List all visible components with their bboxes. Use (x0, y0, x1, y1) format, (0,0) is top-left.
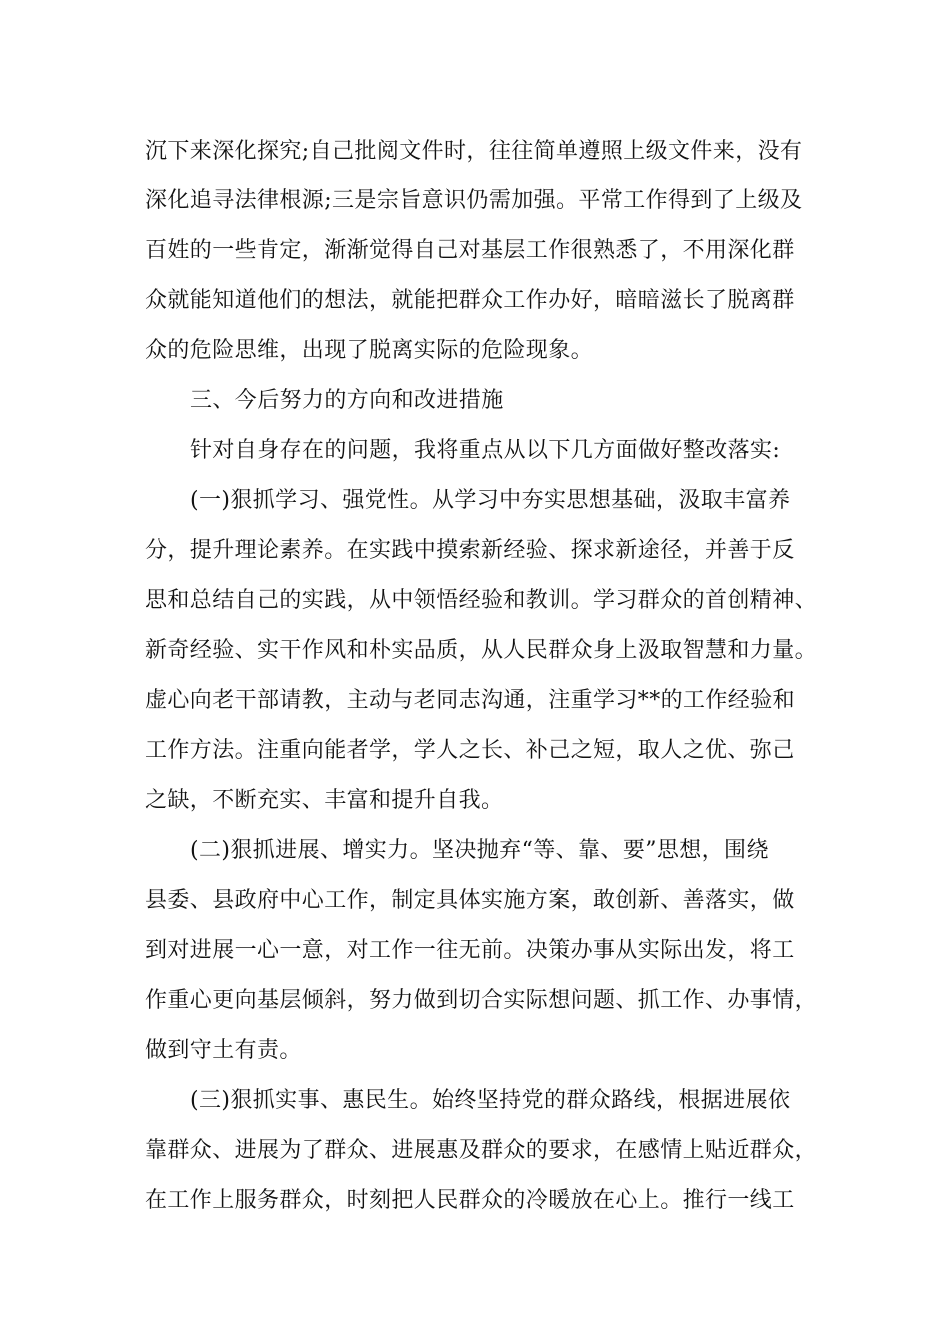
text-line: 之缺，不断充实、丰富和提升自我。 (145, 788, 504, 813)
text-line: 针对自身存在的问题，我将重点从以下几方面做好整改落实: (190, 438, 781, 463)
text-line: 靠群众、进展为了群众、进展惠及群众的要求，在感情上贴近群众， (145, 1138, 818, 1163)
text-line: 沉下来深化探究;自己批阅文件时，往往简单遵照上级文件来，没有 (145, 139, 803, 164)
text-line: 到对进展一心一意，对工作一往无前。决策办事从实际出发，将工 (145, 938, 795, 963)
section-heading: 三、今后努力的方向和改进措施 (190, 388, 504, 413)
paragraph-start: (二)狠抓进展、增实力。坚决抛弃“等、靠、要”思想，围绕 (190, 838, 769, 863)
text-line: 新奇经验、实干作风和朴实品质，从人民群众身上汲取智慧和力量。 (145, 638, 818, 663)
text-line: 百姓的一些肯定，渐渐觉得自己对基层工作很熟悉了，不用深化群 (145, 238, 795, 263)
text-line: 做到守土有责。 (145, 1038, 302, 1063)
text-line: 分，提升理论素养。在实践中摸索新经验、探求新途径，并善于反 (145, 538, 795, 563)
text-line: 工作方法。注重向能者学，学人之长、补己之短，取人之优、弥己 (145, 738, 795, 763)
text-line: 众就能知道他们的想法，就能把群众工作办好，暗暗滋长了脱离群 (145, 288, 795, 313)
text-line: 深化追寻法律根源;三是宗旨意识仍需加强。平常工作得到了上级及 (145, 188, 803, 213)
text-line: 虚心向老干部请教，主动与老同志沟通，注重学习**的工作经验和 (145, 688, 796, 713)
paragraph-start: (一)狠抓学习、强党性。从学习中夯实思想基础，汲取丰富养 (190, 488, 791, 513)
paragraph-start: (三)狠抓实事、惠民生。始终坚持党的群众路线，根据进展依 (190, 1088, 791, 1113)
text-line: 县委、县政府中心工作，制定具体实施方案，敢创新、善落实，做 (145, 888, 795, 913)
text-line: 在工作上服务群众，时刻把人民群众的冷暖放在心上。推行一线工 (145, 1188, 795, 1213)
text-line: 众的危险思维，出现了脱离实际的危险现象。 (145, 338, 594, 363)
text-line: 作重心更向基层倾斜，努力做到切合实际想问题、抓工作、办事情， (145, 988, 818, 1013)
text-line: 思和总结自己的实践，从中领悟经验和教训。学习群众的首创精神、 (145, 588, 818, 613)
